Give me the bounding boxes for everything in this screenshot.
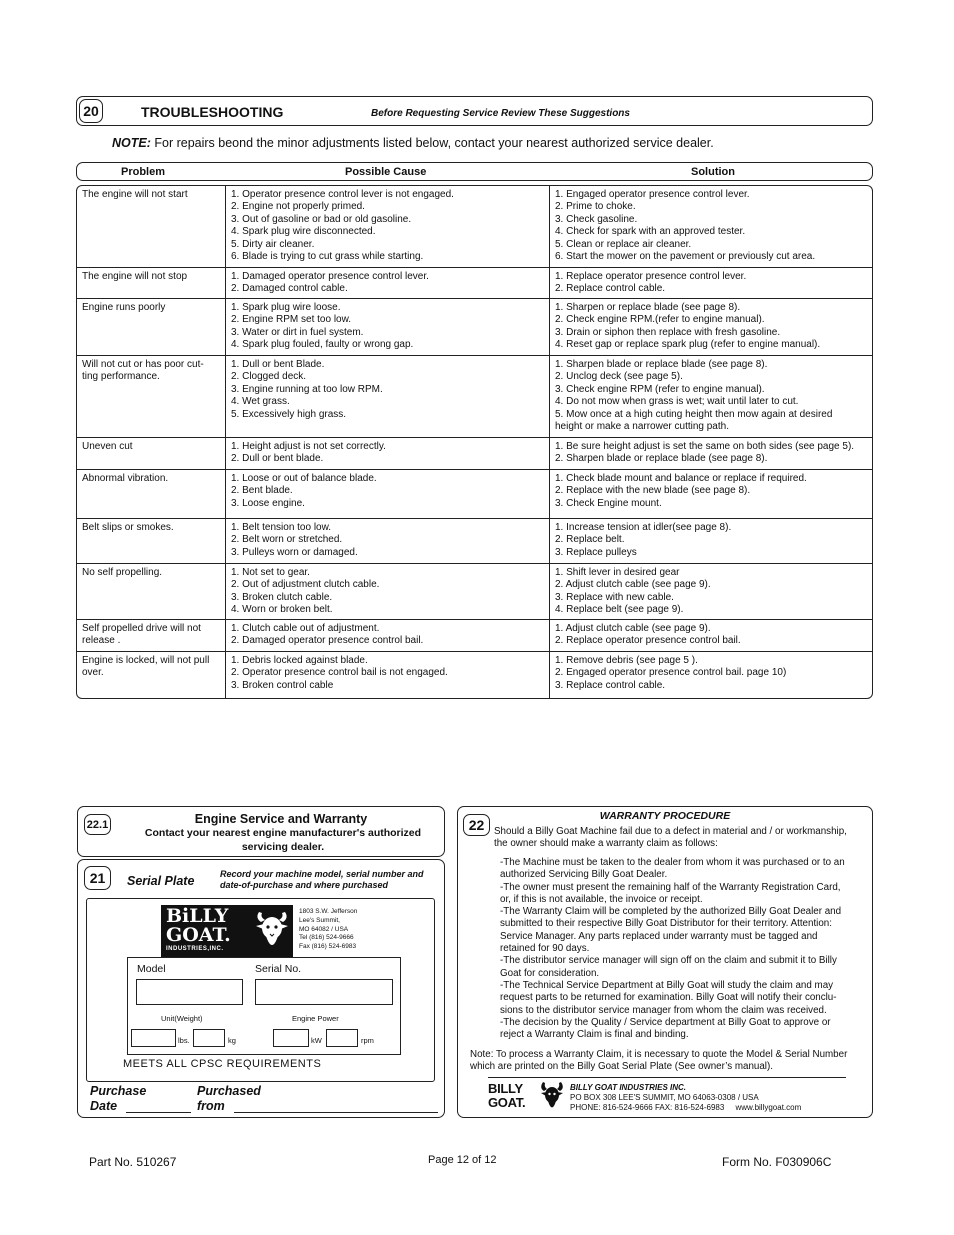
warranty-step-line: Service Manager. Any parts replaced under warranty must be tagged and <box>500 930 818 942</box>
warranty-step-line: -The Technical Service Department at Billy Goat will study the claim and may <box>500 979 834 991</box>
problem-cell <box>77 356 226 437</box>
cell-line: 1. Check blade mount and balance or replace if required. <box>555 473 807 484</box>
table-row <box>77 186 872 268</box>
logo-wordmark: BiLLY GOAT. <box>166 905 231 946</box>
warranty-step-line: or, if this is not available, the invoice or receipt. <box>500 893 703 905</box>
cell-line: 1. Shift lever in desired gear <box>555 567 680 578</box>
purchased-from-label: Purchased from <box>197 1084 261 1113</box>
warranty-step-line: retained for 90 days. <box>500 943 590 955</box>
intro-line: the owner should make a warranty claim as follows: <box>494 838 718 850</box>
cell-line: height or make a narrower cutting path. <box>555 421 729 433</box>
cell-line: 4. Wet grass. <box>231 396 290 408</box>
purchase-date-line[interactable] <box>126 1112 191 1113</box>
problem-cell <box>77 519 226 563</box>
cell-line: 1. Be sure height adjust is set the same on both sides (see page 5). <box>555 441 855 452</box>
cell-line: No self propelling. <box>82 567 163 578</box>
warranty-step-line: -The Warranty Claim will be completed by the authorized Billy Goat Dealer and <box>500 906 842 918</box>
cell-line: 2. Unclog deck (see page 5). <box>555 371 683 383</box>
goat-head-icon <box>253 908 291 954</box>
cell-line: 1. Clutch cable out of adjustment. <box>231 623 380 634</box>
logo-inc: INDUSTRIES,INC. <box>166 946 224 952</box>
company-name: BILLY GOAT INDUSTRIES INC. <box>570 1083 687 1092</box>
billy-goat-logo <box>161 905 293 957</box>
serial-plate-box <box>77 859 445 1118</box>
engine-service-subtitle: Contact your nearest engine manufacturer's authorized servicing dealer. <box>144 827 422 853</box>
cell-line: Belt slips or smokes. <box>82 522 174 533</box>
company-address: PO BOX 308 LEE'S SUMMIT, MO 64063-0308 / USA <box>570 1093 759 1102</box>
repair-note <box>112 136 714 150</box>
cell-line: 2. Dull or bent blade. <box>231 453 324 465</box>
cell-line: 2. Replace with the new blade (see page 8). <box>555 485 751 497</box>
solution-cell <box>550 186 872 267</box>
solution-cell <box>550 268 872 298</box>
solution-cell <box>550 356 872 437</box>
cell-line: 2. Operator presence control bail is not engaged. <box>231 667 448 679</box>
cell-line: 3. Check gasoline. <box>555 213 638 225</box>
cell-line: 3. Broken clutch cable. <box>231 591 333 603</box>
cause-cell <box>226 652 550 699</box>
cell-line: 1. Belt tension too low. <box>231 522 332 533</box>
note-label: NOTE: <box>112 136 151 150</box>
troubleshooting-header <box>76 96 873 126</box>
note-text: For repairs beond the minor adjustments listed below, contact your nearest authorized service dealer. <box>150 136 714 150</box>
table-row <box>77 652 872 699</box>
cell-line: 3. Check engine RPM (refer to engine manual). <box>555 383 765 395</box>
address-line: 1803 S.W. Jefferson <box>299 908 358 915</box>
cell-line: 2. Replace operator presence control bail. <box>555 635 741 647</box>
footer-divider <box>488 1077 846 1078</box>
address-line: MO 64082 / USA <box>299 925 349 933</box>
address-line: Lee's Summit, <box>299 916 340 924</box>
cell-line: 2. Sharpen blade or replace blade (see page 8). <box>555 453 768 465</box>
small-logo-wordmark: BILLY GOAT. <box>488 1081 526 1110</box>
cell-line: 3. Pulleys worn or damaged. <box>231 546 358 558</box>
cell-line: 4. Reset gap or replace spark plug (refer to engine manual). <box>555 339 821 351</box>
warranty-step-line: sions to the distributor service manager from whom the claim was received. <box>500 1004 827 1016</box>
cpsc-requirements: MEETS ALL CPSC REQUIREMENTS <box>123 1058 322 1070</box>
part-number: Part No. 510267 <box>89 1155 177 1169</box>
cell-line: 4. Do not mow when grass is wet; wait until later to cut. <box>555 396 799 408</box>
cause-cell <box>226 438 550 469</box>
warranty-step-line: -The distributor service manager will sign off on the claim and submit it to Billy <box>500 955 837 967</box>
cell-line: Engine runs poorly <box>82 302 166 313</box>
cell-line: 4. Check for spark with an approved tester. <box>555 226 746 238</box>
problem-cell <box>77 186 226 267</box>
section-subtitle: Before Requesting Service Review These Suggestions <box>371 108 630 119</box>
table-row <box>77 519 872 564</box>
unit-weight-label: Unit(Weight) <box>161 1014 203 1023</box>
header-possible-cause: Possible Cause <box>345 166 427 178</box>
cell-line: 2. Replace control cable. <box>555 283 666 295</box>
header-solution: Solution <box>691 166 735 178</box>
cell-line: 2. Check engine RPM.(refer to engine manual). <box>555 314 765 326</box>
cell-line: 2. Bent blade. <box>231 485 293 497</box>
cell-line: 4. Spark plug fouled, faulty or wrong gap. <box>231 339 414 351</box>
warranty-steps <box>500 857 845 1041</box>
serial-plate-title: Serial Plate <box>127 874 195 888</box>
cell-line: Engine is locked, will not pull <box>82 655 210 666</box>
cause-cell <box>226 356 550 437</box>
solution-cell <box>550 519 872 563</box>
serial-plate <box>86 898 435 1082</box>
cell-line: The engine will not stop <box>82 271 188 282</box>
solution-cell <box>550 299 872 355</box>
cell-line: 1. Engaged operator presence control lever. <box>555 189 750 200</box>
purchase-date-label: Purchase Date <box>90 1084 147 1113</box>
rpm-unit: rpm <box>361 1036 374 1045</box>
warranty-step-line: submitted to their respective Billy Goat Distributor for their territory. Attention: <box>500 918 832 930</box>
cell-line: 2. Clogged deck. <box>231 371 307 383</box>
cell-line: 2. Prime to choke. <box>555 201 636 213</box>
cell-line: 5. Excessively high grass. <box>231 408 347 420</box>
weight-lbs-field[interactable] <box>131 1029 176 1047</box>
power-kw-field[interactable] <box>273 1029 309 1047</box>
kg-unit: kg <box>228 1036 236 1045</box>
cell-line: 2. Engaged operator presence control bail. page 10) <box>555 667 787 679</box>
cell-line: 2. Engine RPM set too low. <box>231 314 352 326</box>
cell-line: Will not cut or has poor cut- <box>82 359 204 370</box>
cell-line: 1. Loose or out of balance blade. <box>231 473 377 484</box>
section-number-badge: 21 <box>84 866 111 890</box>
billy-goat-small-logo <box>488 1080 568 1116</box>
table-row <box>77 356 872 438</box>
problem-cell <box>77 470 226 518</box>
footnote-line: which are printed on the Billy Goat Serial Plate (See owner’s manual). <box>470 1061 773 1073</box>
cell-line: 5. Dirty air cleaner. <box>231 238 315 250</box>
goat-head-icon <box>539 1080 565 1114</box>
problem-cell <box>77 299 226 355</box>
table-column-headers <box>76 162 873 181</box>
warranty-step-line: request parts to be returned for examination. Billy Goat will notify their conclu- <box>500 992 837 1004</box>
form-number: Form No. F030906C <box>722 1155 832 1169</box>
problem-cell <box>77 652 226 699</box>
section-title: TROUBLESHOOTING <box>141 104 284 120</box>
weight-kg-field[interactable] <box>193 1029 225 1047</box>
solution-cell <box>550 438 872 469</box>
cause-cell <box>226 620 550 651</box>
cell-line: 5. Clean or replace air cleaner. <box>555 238 692 250</box>
serial-plate-note: Record your machine model, serial number and date-of-purchase and where purchased <box>220 869 424 890</box>
power-rpm-field[interactable] <box>326 1029 358 1047</box>
engine-power-label: Engine Power <box>292 1014 339 1023</box>
cell-line: 2. Adjust clutch cable (see page 9). <box>555 579 711 591</box>
cell-line: 1. Sharpen blade or replace blade (see page 8). <box>555 359 768 370</box>
problem-cell <box>77 438 226 469</box>
cell-line: 2. Belt worn or stretched. <box>231 534 343 546</box>
solution-cell <box>550 564 872 619</box>
table-row <box>77 564 872 620</box>
cell-line: 2. Damaged operator presence control bail. <box>231 635 424 647</box>
plate-address <box>299 908 357 952</box>
footnote-line: Note: To process a Warranty Claim, it is necessary to quote the Model & Serial Number <box>470 1049 848 1060</box>
table-row <box>77 620 872 652</box>
cell-line: Abnormal vibration. <box>82 473 169 484</box>
warranty-intro <box>494 826 847 851</box>
plate-fields <box>127 957 401 1055</box>
cell-line: over. <box>82 667 104 679</box>
section-number-badge: 20 <box>79 99 103 123</box>
cell-line: 6. Blade is trying to cut grass while starting. <box>231 251 424 263</box>
cell-line: 1. Remove debris (see page 5 ). <box>555 655 698 666</box>
cause-cell <box>226 470 550 518</box>
warranty-step-line: -The decision by the Quality / Service department at Billy Goat to approve or <box>500 1016 831 1028</box>
cell-line: 3. Replace pulleys <box>555 546 637 558</box>
lbs-unit: lbs. <box>178 1036 190 1045</box>
cell-line: 1. Dull or bent Blade. <box>231 359 325 370</box>
cell-line: 1. Damaged operator presence control lever. <box>231 271 429 282</box>
address-line: Tel (816) 524-9666 <box>299 934 354 942</box>
cell-line: 3. Replace control cable. <box>555 679 666 691</box>
intro-line: Should a Billy Goat Machine fail due to a defect in material and / or workmanship, <box>494 826 847 837</box>
warranty-procedure-box <box>457 806 873 1118</box>
solution-cell <box>550 620 872 651</box>
page-number: Page 12 of 12 <box>428 1154 497 1166</box>
cell-line: 3. Drain or siphon then replace with fresh gasoline. <box>555 326 781 338</box>
company-website[interactable]: www.billygoat.com <box>735 1103 802 1112</box>
purchased-from-line[interactable] <box>234 1112 438 1113</box>
cause-cell <box>226 299 550 355</box>
cell-line: 3. Replace with new cable. <box>555 591 674 603</box>
cell-line: 1. Sharpen or replace blade (see page 8). <box>555 302 741 313</box>
kw-unit: kW <box>311 1036 322 1045</box>
cell-line: ting performance. <box>82 371 160 383</box>
cause-cell <box>226 564 550 619</box>
cell-line: 1. Not set to gear. <box>231 567 310 578</box>
cell-line: 1. Operator presence control lever is not engaged. <box>231 189 454 200</box>
warranty-step-line: -The owner must present the remaining half of the Warranty Registration Card, <box>500 881 841 893</box>
model-field[interactable] <box>136 979 243 1005</box>
address-line: Fax (816) 524-6983 <box>299 943 357 951</box>
table-row <box>77 299 872 356</box>
cell-line: 3. Check Engine mount. <box>555 497 662 509</box>
engine-service-title: Engine Service and Warranty <box>194 812 368 826</box>
cell-line: 3. Out of gasoline or bad or old gasoline. <box>231 213 412 225</box>
cell-line: 2. Damaged control cable. <box>231 283 348 295</box>
table-row <box>77 438 872 470</box>
cell-line: 2. Replace belt. <box>555 534 625 546</box>
troubleshooting-table <box>76 185 873 699</box>
cell-line: 4. Replace belt (see page 9). <box>555 604 684 616</box>
warranty-step-line: authorized Servicing Billy Goat Dealer. <box>500 869 668 881</box>
warranty-step-line: -The Machine must be taken to the dealer from whom it was purchased or to an <box>500 857 845 868</box>
problem-cell <box>77 268 226 298</box>
company-phone-web: PHONE: 816-524-9666 FAX: 816-524-6983 www.billygoat.com <box>570 1103 802 1112</box>
warranty-procedure-title: WARRANTY PROCEDURE <box>599 810 731 822</box>
cell-line: The engine will not start <box>82 189 188 200</box>
cause-cell <box>226 268 550 298</box>
cell-line: 1. Spark plug wire loose. <box>231 302 341 313</box>
solution-cell <box>550 652 872 699</box>
cell-line: 1. Debris locked against blade. <box>231 655 368 666</box>
cell-line: 1. Adjust clutch cable (see page 9). <box>555 623 711 634</box>
section-number-badge: 22.1 <box>84 814 111 835</box>
cell-line: 1. Replace operator presence control lever. <box>555 271 747 282</box>
serial-field[interactable] <box>255 979 393 1005</box>
company-contact <box>570 1083 801 1113</box>
cell-line: 3. Broken control cable <box>231 679 334 691</box>
problem-cell <box>77 564 226 619</box>
warranty-step-line: reject a Warranty Claim is final and binding. <box>500 1029 689 1041</box>
cell-line: 2. Out of adjustment clutch cable. <box>231 579 380 591</box>
cell-line: 4. Spark plug wire disconnected. <box>231 226 376 238</box>
cell-line: release . <box>82 635 121 647</box>
table-row <box>77 268 872 299</box>
warranty-step-line: Goat for consideration. <box>500 967 600 979</box>
cell-line: 3. Engine running at too low RPM. <box>231 383 383 395</box>
cell-line: 2. Engine not properly primed. <box>231 201 365 213</box>
table-row <box>77 470 872 519</box>
header-problem: Problem <box>121 166 166 178</box>
solution-cell <box>550 470 872 518</box>
cell-line: 4. Worn or broken belt. <box>231 604 333 616</box>
engine-service-box <box>77 806 445 857</box>
cell-line: 3. Loose engine. <box>231 497 305 509</box>
cause-cell <box>226 519 550 563</box>
cell-line: 3. Water or dirt in fuel system. <box>231 326 364 338</box>
cell-line: 1. Height adjust is not set correctly. <box>231 441 386 452</box>
cell-line: 1. Increase tension at idler(see page 8). <box>555 522 732 533</box>
cell-line: 6. Start the mower on the pavement or previously cut area. <box>555 251 816 263</box>
problem-cell <box>77 620 226 651</box>
cell-line: Uneven cut <box>82 441 133 452</box>
section-number-badge: 22 <box>463 814 490 836</box>
model-label: Model <box>137 963 166 975</box>
cause-cell <box>226 186 550 267</box>
cell-line: Self propelled drive will not <box>82 623 201 634</box>
warranty-footnote <box>470 1049 847 1074</box>
serial-label: Serial No. <box>255 963 302 975</box>
cell-line: 5. Mow once at a high cuting height then mow again at desired <box>555 408 833 420</box>
